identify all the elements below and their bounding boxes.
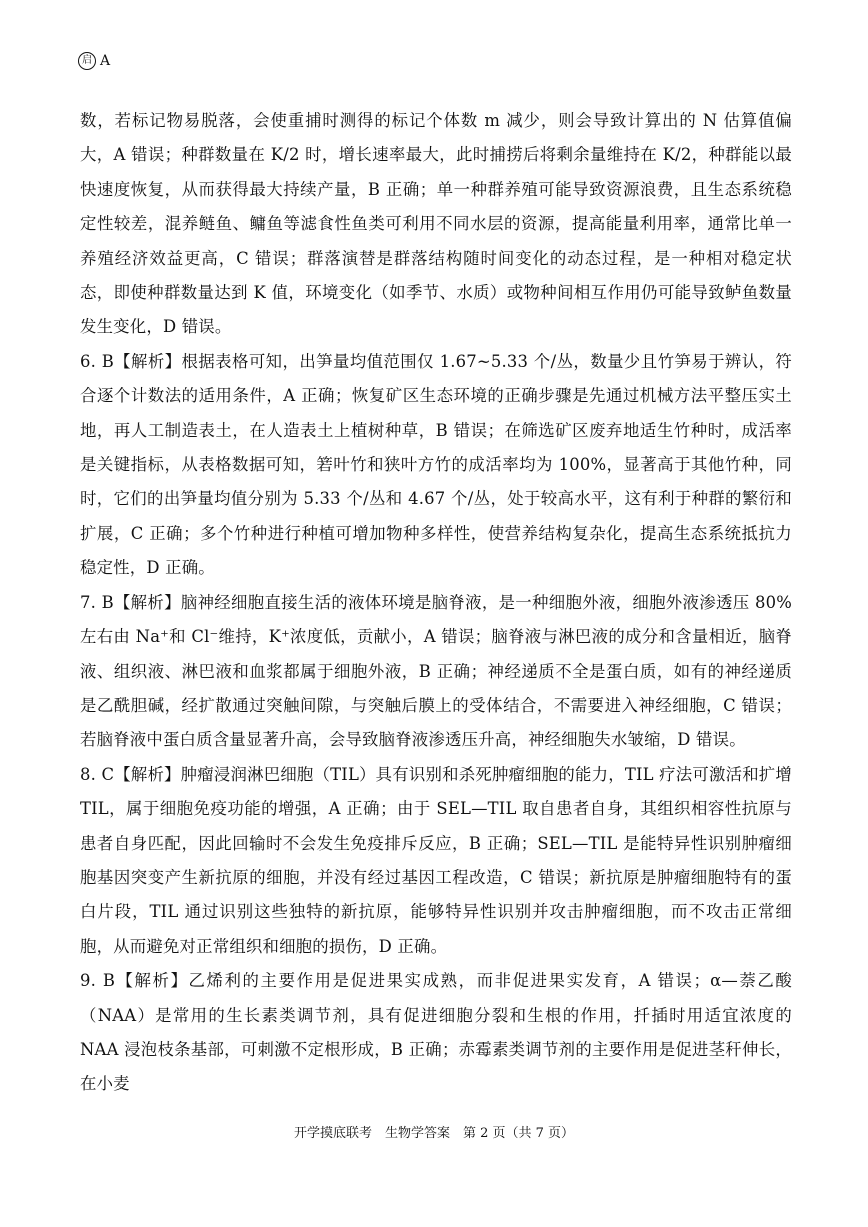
version-letter: A: [100, 53, 111, 69]
answer-8: 8. C【解析】肿瘤浸润淋巴细胞（TIL）具有识别和杀死肿瘤细胞的能力，TIL 疗法可激活和扩增 TIL，属于细胞免疫功能的增强，A 正确；由于 SEL—TIL 取自患者自身，其组织相容性抗原与患者自身匹配，因此回输时不会发生免疫排斥反应，B 正确；SEL—TIL 是能特异性识别肿瘤细胞基因突变产生新抗原的细胞，并没有经过基因工程改造，C 错误；新抗原是肿瘤细胞特有的蛋白片段，TIL 通过识别这些独特的新抗原，能够特异性识别并攻击肿瘤细胞，而不攻击正常细胞，从而避免对正常组织和细胞的损伤，D 正确。: [80, 764, 792, 956]
answer-body: [80, 104, 792, 1102]
page-footer: 开学摸底联考 生物学答案 第 2 页（共 7 页）: [293, 1126, 575, 1141]
answer-7: 7. B【解析】脑神经细胞直接生活的液体环境是脑脊液，是一种细胞外液，细胞外液渗透压 80%左右由 Na⁺和 Cl⁻维持，K⁺浓度低，贡献小，A 错误；脑脊液与淋巴液的成分和含量相近，脑脊液、组织液、淋巴液和血浆都属于细胞外液，B 正确；神经递质不全是蛋白质，如有的神经递质是乙酰胆碱，经扩散通过突触间隙，与突触后膜上的受体结合，不需要进入神经细胞，C 错误；若脑脊液中蛋白质含量显著升高，会导致脑脊液渗透压升高，神经细胞失水皱缩，D 错误。: [80, 592, 792, 750]
page-mark: [78, 52, 110, 70]
paragraph-continuation: 数，若标记物易脱落，会使重捕时测得的标记个体数 m 减少，则会导致计算出的 N 估算值偏大，A 错误；种群数量在 K/2 时，增长速率最大，此时捕捞后将剩余量维持在 K/2，种群能以最快速度恢复，从而获得最大持续产量，B 正确；单一种群养殖可能导致资源浪费，且生态系统稳定性较差，混养鲢鱼、鳙鱼等滤食性鱼类可利用不同水层的资源，提高能量利用率，通常比单一养殖经济效益更高，C 错误；群落演替是群落结构随时间变化的动态过程，是一种相对稳定状态，即使种群数量达到 K 值，环境变化（如季节、水质）或物种间相互作用仍可能导致鲈鱼数量发生变化，D 错误。: [80, 111, 792, 337]
answer-9: 9. B【解析】乙烯利的主要作用是促进果实成熟，而非促进果实发育，A 错误；α—萘乙酸（NAA）是常用的生长素类调节剂，具有促进细胞分裂和生根的作用，扦插时用适宜浓度的 NAA 浸泡枝条基部，可刺激不定根形成，B 正确；赤霉素类调节剂的主要作用是促进茎秆伸长，在小麦: [80, 971, 792, 1094]
circled-character-icon: 启: [78, 52, 96, 70]
answer-6: 6. B【解析】根据表格可知，出笋量均值范围仅 1.67~5.33 个/丛，数量少且竹笋易于辨认，符合逐个计数法的适用条件，A 正确；恢复矿区生态环境的正确步骤是先通过机械方法平整压实土地，再人工制造表土，在人造表土上植树种草，B 错误；在筛选矿区废弃地适生竹种时，成活率是关键指标，从表格数据可知，箬叶竹和狭叶方竹的成活率均为 100%，显著高于其他竹种，同时，它们的出笋量均值分别为 5.33 个/丛和 4.67 个/丛，处于较高水平，这有利于种群的繁衍和扩展，C 正确；多个竹种进行种植可增加物种多样性，使营养结构复杂化，提高生态系统抵抗力稳定性，D 正确。: [80, 351, 792, 578]
